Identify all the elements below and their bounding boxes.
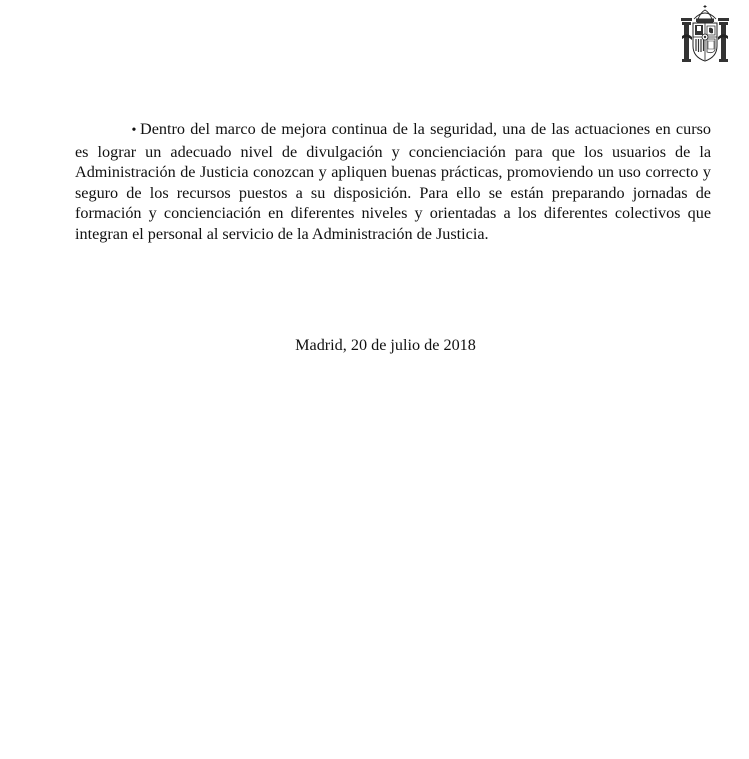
main-paragraph: [75, 119, 711, 245]
place-date-line: Madrid, 20 de julio de 2018: [295, 336, 476, 354]
paragraph-text: Dentro del marco de mejora continua de la seguridad, una de las actuaciones en curso es lograr un adecuado nivel de divulgación y concienciación para que los usuarios de la Administración de Justicia conozcan y apliquen buenas prácticas, promoviendo un uso correcto y seguro de los recursos puestos a su disposición. Para ello se están preparando jornadas de formación y concienciación en diferentes niveles y orientadas a los diferentes colectivos que integran el personal al servicio de la Administración de Justicia.: [75, 120, 711, 243]
bullet-icon: •: [131, 123, 137, 138]
coat-of-arms-icon: [680, 4, 730, 66]
